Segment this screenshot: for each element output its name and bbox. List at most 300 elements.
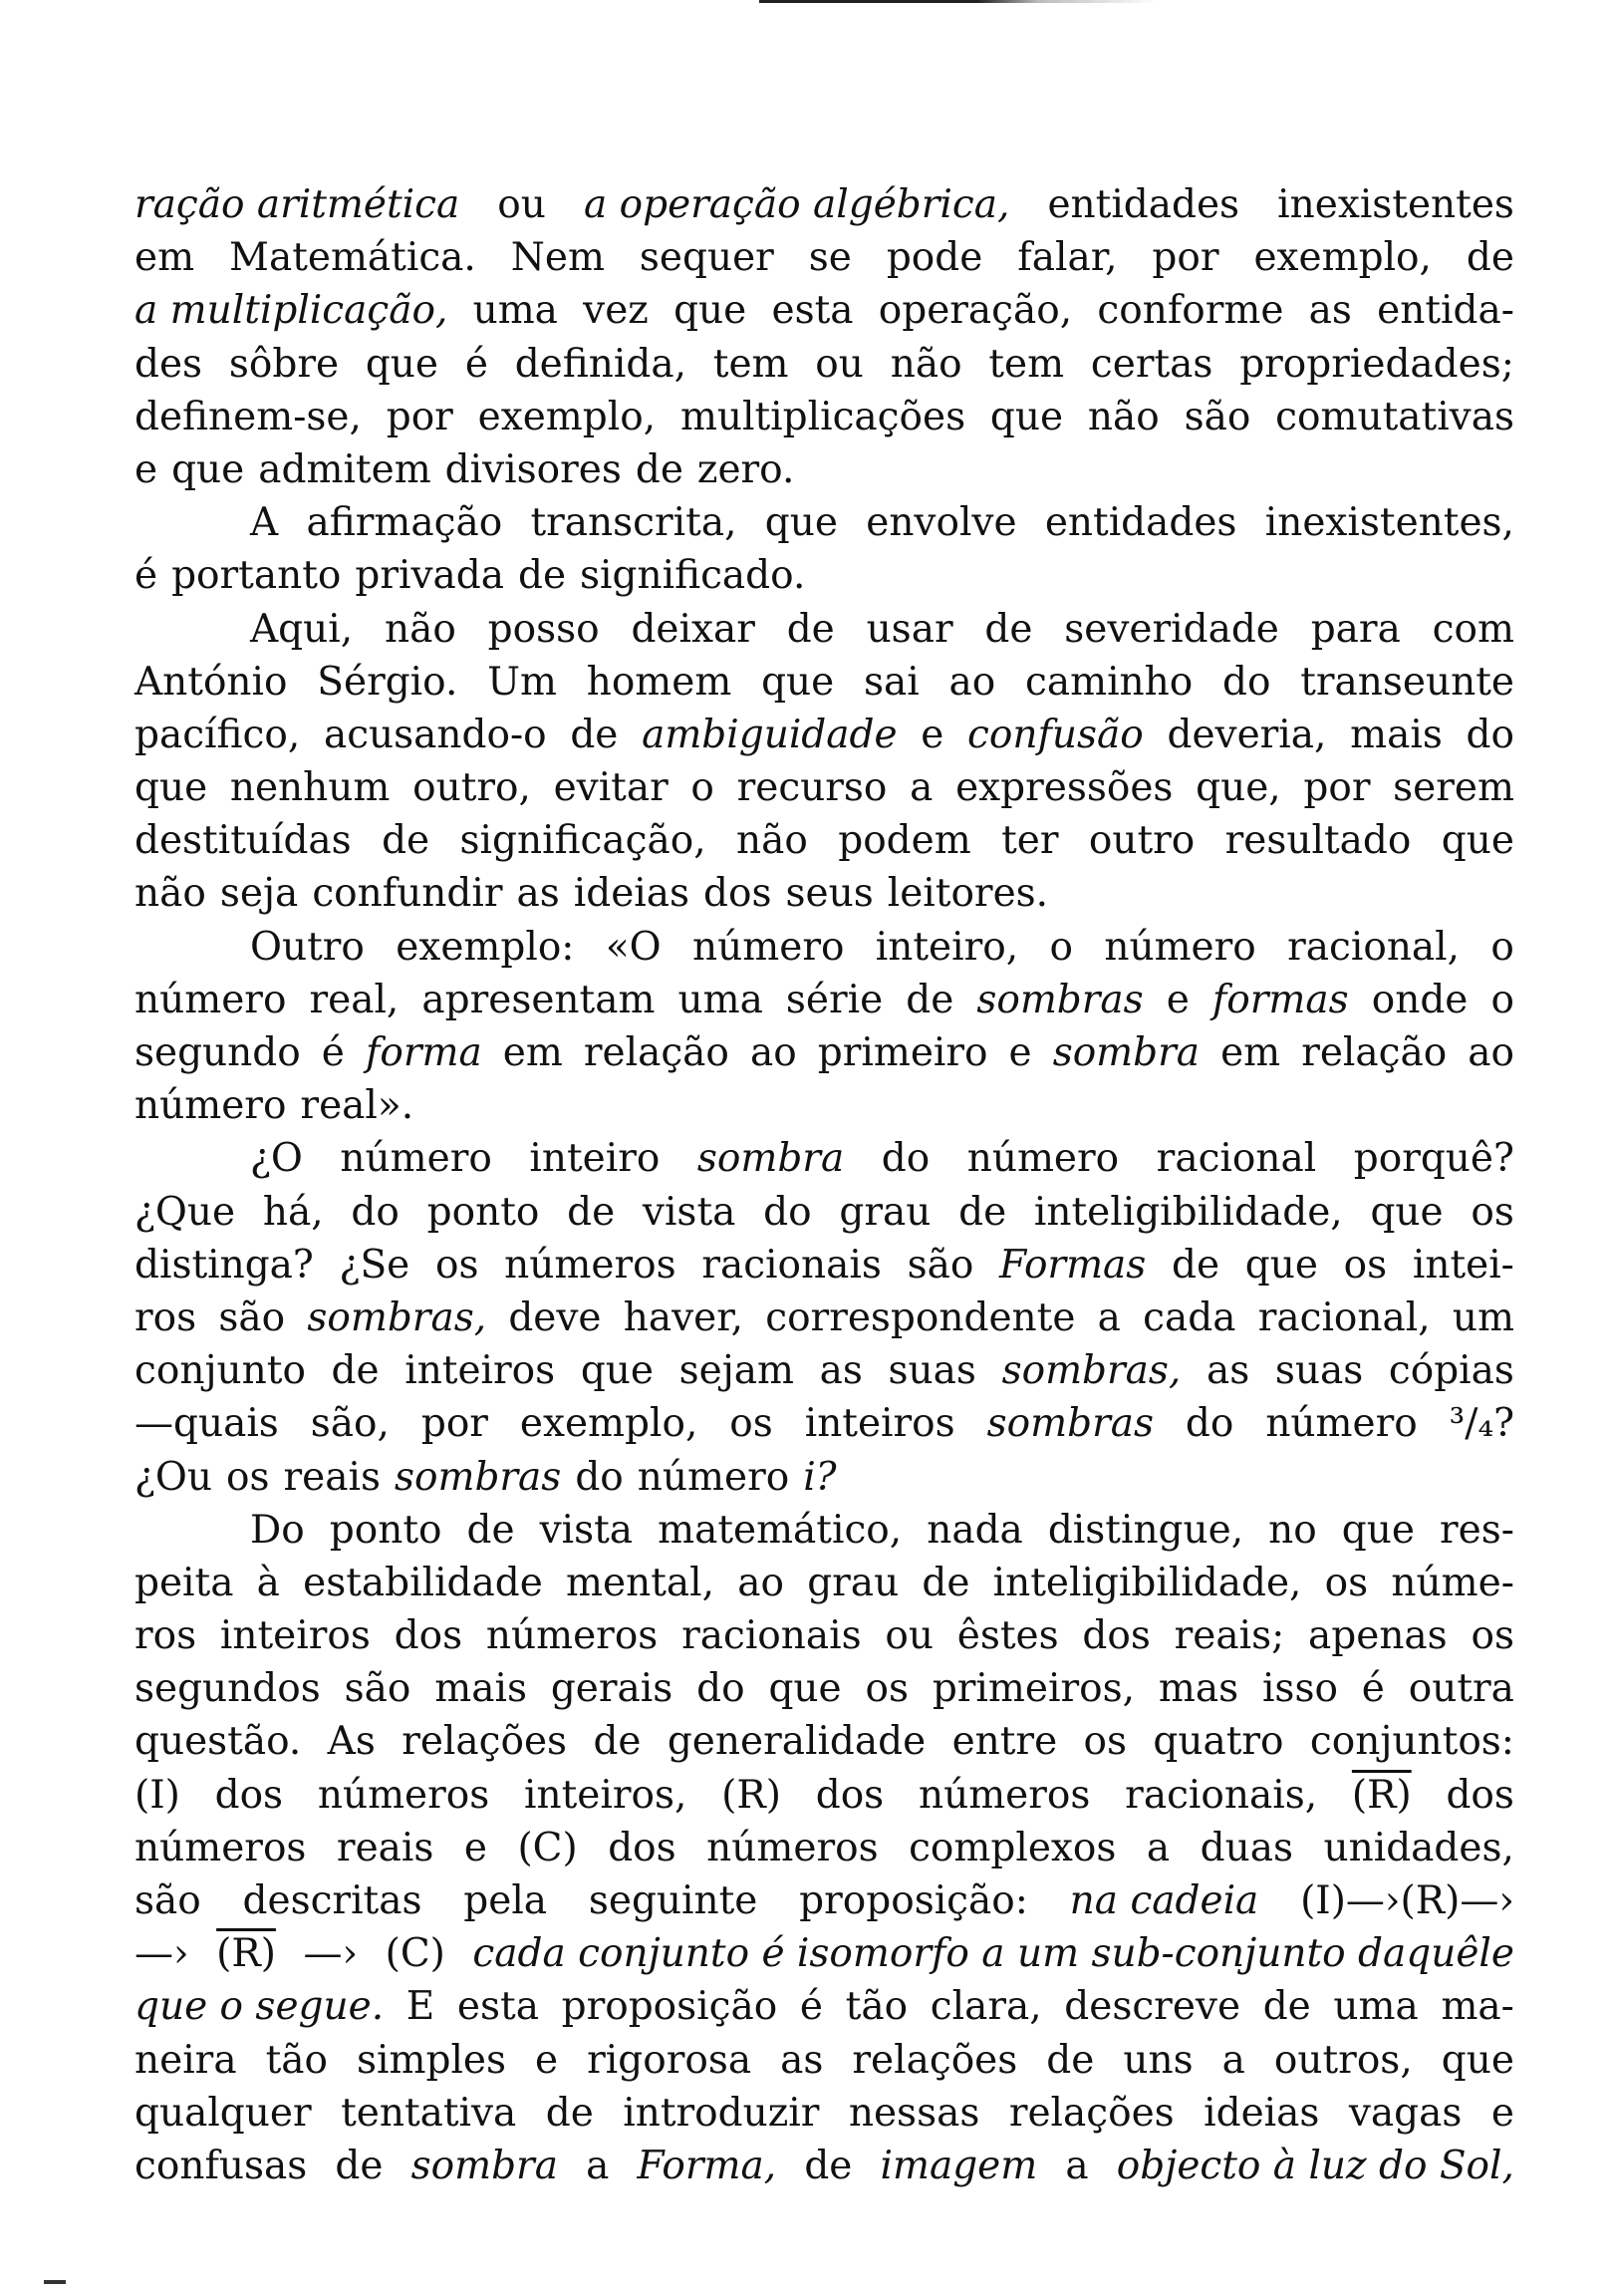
italic-word: sombras: [976, 977, 1144, 1022]
text-line: [134, 1243, 1514, 1295]
word: série: [785, 977, 884, 1022]
word: haver,: [623, 1294, 743, 1340]
word: mental,: [566, 1560, 715, 1605]
word: reais: [336, 1825, 434, 1870]
word: significado.: [580, 553, 806, 599]
word: proposição:: [799, 1878, 1028, 1923]
word: a: [910, 765, 934, 811]
word: portanto: [171, 553, 342, 599]
word: de: [335, 2143, 384, 2188]
word: ou: [885, 1613, 934, 1659]
word: inteligibilidade,: [992, 1560, 1302, 1605]
word: proposição: [561, 1984, 778, 2030]
word: uma: [472, 288, 558, 334]
word: números: [706, 1825, 879, 1870]
word: Outro: [250, 924, 365, 970]
word: não: [134, 871, 206, 917]
word: deixar: [631, 606, 755, 652]
word: entre: [951, 1719, 1058, 1765]
word: operação,: [878, 288, 1073, 334]
word: vez: [583, 288, 649, 334]
word: os: [434, 1242, 479, 1288]
word: as: [780, 2037, 824, 2083]
word: à: [256, 1560, 280, 1605]
text-line: [134, 553, 1514, 606]
word: expressões: [955, 765, 1174, 811]
word: são: [907, 1242, 974, 1288]
italic-word: a multiplicação,: [134, 288, 448, 334]
word: recurso: [736, 765, 888, 811]
word: homem: [586, 659, 732, 705]
word: confundir: [312, 871, 503, 917]
word: real,: [309, 977, 400, 1022]
overlined-symbol: (R): [1351, 1772, 1412, 1818]
word: do: [1222, 659, 1271, 705]
word: de: [1172, 1242, 1220, 1288]
page-text: [134, 182, 1514, 2196]
word: em: [1220, 1030, 1281, 1075]
word: segundo: [134, 1030, 301, 1075]
word: ao: [1468, 1030, 1514, 1075]
word: quatro: [1153, 1719, 1284, 1765]
word: exemplo,: [519, 1401, 698, 1447]
text-line: [134, 1561, 1514, 1613]
word: apresentam: [421, 977, 656, 1022]
word: exemplo,: [477, 394, 657, 439]
word: racionais: [701, 1242, 882, 1288]
text-line: [134, 500, 1514, 553]
word: de: [1466, 235, 1514, 281]
word: neira: [134, 2037, 237, 2083]
word: não: [1087, 394, 1160, 439]
word: é: [464, 341, 488, 387]
word: números: [134, 1825, 307, 1870]
italic-word: sombras,: [1001, 1348, 1182, 1394]
word: de: [593, 1719, 642, 1765]
word: racional: [1156, 1136, 1317, 1182]
word: leitores.: [887, 871, 1049, 917]
word: onde: [1371, 977, 1469, 1022]
word: primeiros,: [932, 1666, 1135, 1712]
word: apenas: [1308, 1613, 1448, 1659]
text-line: [134, 288, 1514, 341]
word: exemplo:: [396, 924, 575, 970]
word: e: [463, 1825, 487, 1870]
word: os: [1324, 1560, 1369, 1605]
word: que: [171, 446, 245, 492]
word: porquê?: [1353, 1136, 1514, 1182]
word: não: [384, 606, 456, 652]
text-line: [134, 1083, 1514, 1136]
word: ¿O: [250, 1136, 303, 1182]
word: generalidade: [667, 1719, 927, 1765]
word: (C): [385, 1931, 445, 1977]
word: e: [134, 446, 158, 492]
word: sai: [864, 659, 920, 705]
word: do: [696, 1666, 745, 1712]
word: a: [1097, 1294, 1121, 1340]
word: dos: [394, 1613, 463, 1659]
word: ao: [737, 1560, 784, 1605]
word: número: [134, 1083, 287, 1129]
word: para: [1310, 606, 1401, 652]
word: relações: [402, 1719, 568, 1765]
word: sequer: [639, 235, 774, 281]
word: seguinte: [588, 1878, 758, 1923]
word: grau: [807, 1560, 900, 1605]
word: os: [1083, 1719, 1128, 1765]
word: suas: [1274, 1348, 1364, 1394]
word: Aqui,: [250, 606, 354, 652]
word: de: [804, 2143, 853, 2188]
italic-word: que o segue.: [134, 1984, 385, 2030]
word: grau: [839, 1189, 932, 1235]
word: inteiro,: [875, 924, 1019, 970]
word: ao: [749, 1030, 797, 1075]
text-line: [134, 447, 1514, 500]
word: multiplicações: [679, 394, 966, 439]
italic-word: forma: [365, 1030, 482, 1075]
word: (C): [517, 1825, 578, 1870]
word: ter: [1001, 818, 1059, 864]
word: com: [1432, 606, 1514, 652]
word: certas: [1090, 341, 1213, 387]
word: são: [1184, 394, 1251, 439]
word: entida-: [1377, 288, 1514, 334]
word: tão: [265, 2037, 328, 2083]
word: que: [134, 765, 208, 811]
word: que: [1244, 1242, 1318, 1288]
word: no: [1268, 1507, 1317, 1553]
word: inteiros: [804, 1401, 955, 1447]
word: vista: [539, 1507, 634, 1553]
word: relação: [583, 1030, 729, 1075]
word: peita: [134, 1560, 234, 1605]
word: e: [1166, 977, 1190, 1022]
word: matemático,: [658, 1507, 903, 1553]
word: os: [1343, 1242, 1388, 1288]
word: número: [966, 1136, 1120, 1182]
word: relações: [1008, 2090, 1175, 2136]
word: são: [134, 1878, 201, 1923]
word: que: [989, 394, 1064, 439]
word: inteiros,: [524, 1772, 687, 1818]
text-line: [134, 818, 1514, 871]
word: que: [761, 659, 835, 705]
italic-word: a operação algébrica,: [583, 182, 1010, 227]
italic-word: Formas: [999, 1242, 1147, 1288]
word: outro: [1088, 818, 1196, 864]
word: que: [764, 500, 838, 546]
word: não: [890, 341, 962, 387]
word: e: [1490, 2090, 1514, 2136]
word: transeunte: [1300, 659, 1514, 705]
word: Um: [487, 659, 557, 705]
word: isso: [1261, 1666, 1338, 1712]
word: descritas: [242, 1878, 422, 1923]
word: de: [466, 1507, 515, 1553]
word: números: [317, 1772, 490, 1818]
word: racionais: [681, 1613, 862, 1659]
word: do: [575, 1454, 624, 1500]
word: entidades: [1044, 500, 1237, 546]
word: conjunto: [134, 1348, 306, 1394]
word: severidade: [1064, 606, 1279, 652]
word: racional,: [1287, 924, 1461, 970]
word: os: [226, 1454, 270, 1500]
text-line: [134, 925, 1514, 978]
word: introduzir: [623, 2090, 820, 2136]
word: que: [580, 1348, 654, 1394]
word: clara,: [930, 1984, 1042, 2030]
word: definida,: [514, 341, 686, 387]
word: pela: [463, 1878, 548, 1923]
word: definem-se,: [134, 394, 362, 439]
word: tentativa: [341, 2090, 517, 2136]
word: números: [504, 1242, 676, 1288]
word: seja: [219, 871, 299, 917]
word: ao: [948, 659, 996, 705]
word: o: [1490, 924, 1514, 970]
word: de: [786, 606, 835, 652]
word: A: [250, 500, 279, 546]
word: número: [1104, 924, 1256, 970]
italic-word: confusão: [967, 712, 1144, 757]
word: inexistentes,: [1264, 500, 1514, 546]
word: dos: [1082, 1613, 1151, 1659]
word: Nem: [510, 235, 605, 281]
word: res-: [1440, 1507, 1514, 1553]
top-rule: [759, 0, 1158, 3]
text-line: [134, 1136, 1514, 1189]
word: significação,: [459, 818, 706, 864]
word: cada: [1143, 1294, 1236, 1340]
word: outros,: [1273, 2037, 1413, 2083]
text-line: [134, 1666, 1514, 1719]
text-line: [134, 1295, 1514, 1348]
word: —›: [303, 1931, 359, 1977]
word: a: [1065, 2143, 1089, 2188]
word: dos: [214, 1772, 284, 1818]
italic-word: ração aritmética: [134, 182, 460, 227]
word: o: [1049, 924, 1073, 970]
text-line: [134, 978, 1514, 1030]
word: duas: [1200, 1825, 1293, 1870]
text-line: [134, 1826, 1514, 1878]
word: nessas: [848, 2090, 980, 2136]
italic-word: sombras,: [307, 1294, 487, 1340]
text-line: [134, 1984, 1514, 2037]
word: ma-: [1441, 1984, 1514, 2030]
word: por: [1303, 765, 1371, 811]
text-line: [134, 765, 1514, 818]
word: inteligibilidade,: [1033, 1189, 1343, 1235]
word: nenhum: [229, 765, 391, 811]
word: (R): [721, 1772, 781, 1818]
word: por: [420, 1401, 488, 1447]
text-line: [134, 713, 1514, 765]
word: ros: [134, 1294, 197, 1340]
word: cópias: [1388, 1348, 1514, 1394]
word: transcrita,: [530, 500, 737, 546]
italic-word: sombra: [696, 1136, 845, 1182]
word: racional,: [1257, 1294, 1431, 1340]
word: dos: [608, 1825, 676, 1870]
word: comutativas: [1275, 394, 1514, 439]
word: de: [331, 1348, 380, 1394]
text-line: [134, 1455, 1514, 1508]
text-line: [134, 2038, 1514, 2091]
word: Sérgio.: [317, 659, 458, 705]
word: propriedades;: [1239, 341, 1514, 387]
word: é: [799, 1984, 823, 2030]
word: de: [567, 1189, 616, 1235]
word: dos: [703, 871, 772, 917]
word: Matemática.: [229, 235, 476, 281]
text-line: [134, 1190, 1514, 1243]
text-line: [134, 2144, 1514, 2196]
word: podem: [838, 818, 971, 864]
word: questão.: [134, 1719, 302, 1765]
word: E: [405, 1984, 435, 2030]
word: que: [673, 288, 747, 334]
text-line: [134, 607, 1514, 660]
word: de: [922, 1560, 970, 1605]
word: sejam: [678, 1348, 795, 1394]
word: que: [365, 341, 439, 387]
word: pode: [886, 235, 983, 281]
word: as: [1206, 1348, 1250, 1394]
word: zero.: [696, 446, 795, 492]
word: ou: [497, 182, 546, 227]
word: (I)—›(R)—›: [1300, 1878, 1514, 1923]
word: números: [918, 1772, 1091, 1818]
word: des: [134, 341, 203, 387]
word: racionais,: [1125, 1772, 1318, 1818]
word: usar: [866, 606, 953, 652]
word: os: [1471, 1189, 1514, 1235]
word: posso: [487, 606, 600, 652]
word: uns: [1123, 2037, 1194, 2083]
word: mais: [1350, 712, 1443, 757]
text-line: [134, 1878, 1514, 1931]
word: o: [690, 765, 714, 811]
word: de: [1262, 1984, 1311, 2030]
word: número: [1265, 1401, 1418, 1447]
word: deve: [508, 1294, 602, 1340]
word: exemplo,: [1253, 235, 1432, 281]
word: deveria,: [1167, 712, 1327, 757]
word: unidades,: [1323, 1825, 1514, 1870]
word: do: [351, 1189, 400, 1235]
word: distinga?: [134, 1242, 314, 1288]
word: nada: [927, 1507, 1023, 1553]
word: reais;: [1174, 1613, 1285, 1659]
word: os: [729, 1401, 773, 1447]
word: ¿Ou: [134, 1454, 212, 1500]
word: estabilidade: [303, 1560, 543, 1605]
word: de: [545, 2090, 594, 2136]
word: do: [763, 1189, 812, 1235]
word: que,: [1196, 765, 1281, 811]
word: mais: [434, 1666, 527, 1712]
text-line: [134, 1030, 1514, 1083]
word: Do: [250, 1507, 305, 1553]
word: do: [1466, 712, 1514, 757]
word: de: [958, 1189, 1007, 1235]
word: complexos: [909, 1825, 1117, 1870]
word: ¿Se: [339, 1242, 410, 1288]
word: o: [1490, 977, 1514, 1022]
word: de: [906, 977, 954, 1022]
text-line: [134, 342, 1514, 395]
word: divisores: [444, 446, 622, 492]
word: os: [865, 1666, 909, 1712]
word: são: [218, 1294, 286, 1340]
word: relação: [1301, 1030, 1448, 1075]
word: entidades: [1047, 182, 1240, 227]
word: inexistentes: [1277, 182, 1514, 227]
word: envolve: [866, 500, 1017, 546]
italic-word: na cadeia: [1069, 1878, 1259, 1923]
text-line: [134, 1719, 1514, 1772]
word: número: [134, 977, 287, 1022]
word: ponto: [426, 1189, 540, 1235]
word: rigorosa: [587, 2037, 752, 2083]
word: intei-: [1412, 1242, 1514, 1288]
word: conjuntos:: [1309, 1719, 1514, 1765]
word: ros: [134, 1613, 197, 1659]
word: número: [340, 1136, 492, 1182]
italic-word: ambiguidade: [642, 712, 898, 757]
text-line: [134, 1508, 1514, 1561]
bottom-mark: [44, 2280, 66, 2284]
word: resultado: [1224, 818, 1412, 864]
word: e: [1008, 1030, 1032, 1075]
word: inteiros: [219, 1613, 371, 1659]
word: que: [1370, 1189, 1444, 1235]
word: tem: [988, 341, 1065, 387]
word: sôbre: [228, 341, 340, 387]
word: privada: [355, 553, 504, 599]
word: vagas: [1348, 2090, 1463, 2136]
word: e: [535, 2037, 559, 2083]
word: real».: [300, 1083, 414, 1129]
word: evitar: [553, 765, 669, 811]
word: vista: [642, 1189, 736, 1235]
word: tão: [845, 1984, 909, 2030]
word: serem: [1393, 765, 1514, 811]
text-line: [134, 235, 1514, 288]
word: (I): [134, 1772, 180, 1818]
word: de: [517, 553, 567, 599]
text-line: [134, 1931, 1514, 1984]
italic-word: objecto à luz do Sol,: [1116, 2143, 1514, 2188]
italic-word: formas: [1211, 977, 1349, 1022]
word: «O: [605, 924, 662, 970]
word: afirmação: [306, 500, 503, 546]
word: falar,: [1017, 235, 1118, 281]
word: inteiro: [529, 1136, 661, 1182]
word: inteiros: [404, 1348, 556, 1394]
word: pacífico,: [134, 712, 301, 757]
word: António: [134, 659, 288, 705]
word: êstes: [956, 1613, 1059, 1659]
word: gerais: [550, 1666, 673, 1712]
word: outro,: [412, 765, 531, 811]
word: destituídas: [134, 818, 352, 864]
word: em: [134, 235, 195, 281]
